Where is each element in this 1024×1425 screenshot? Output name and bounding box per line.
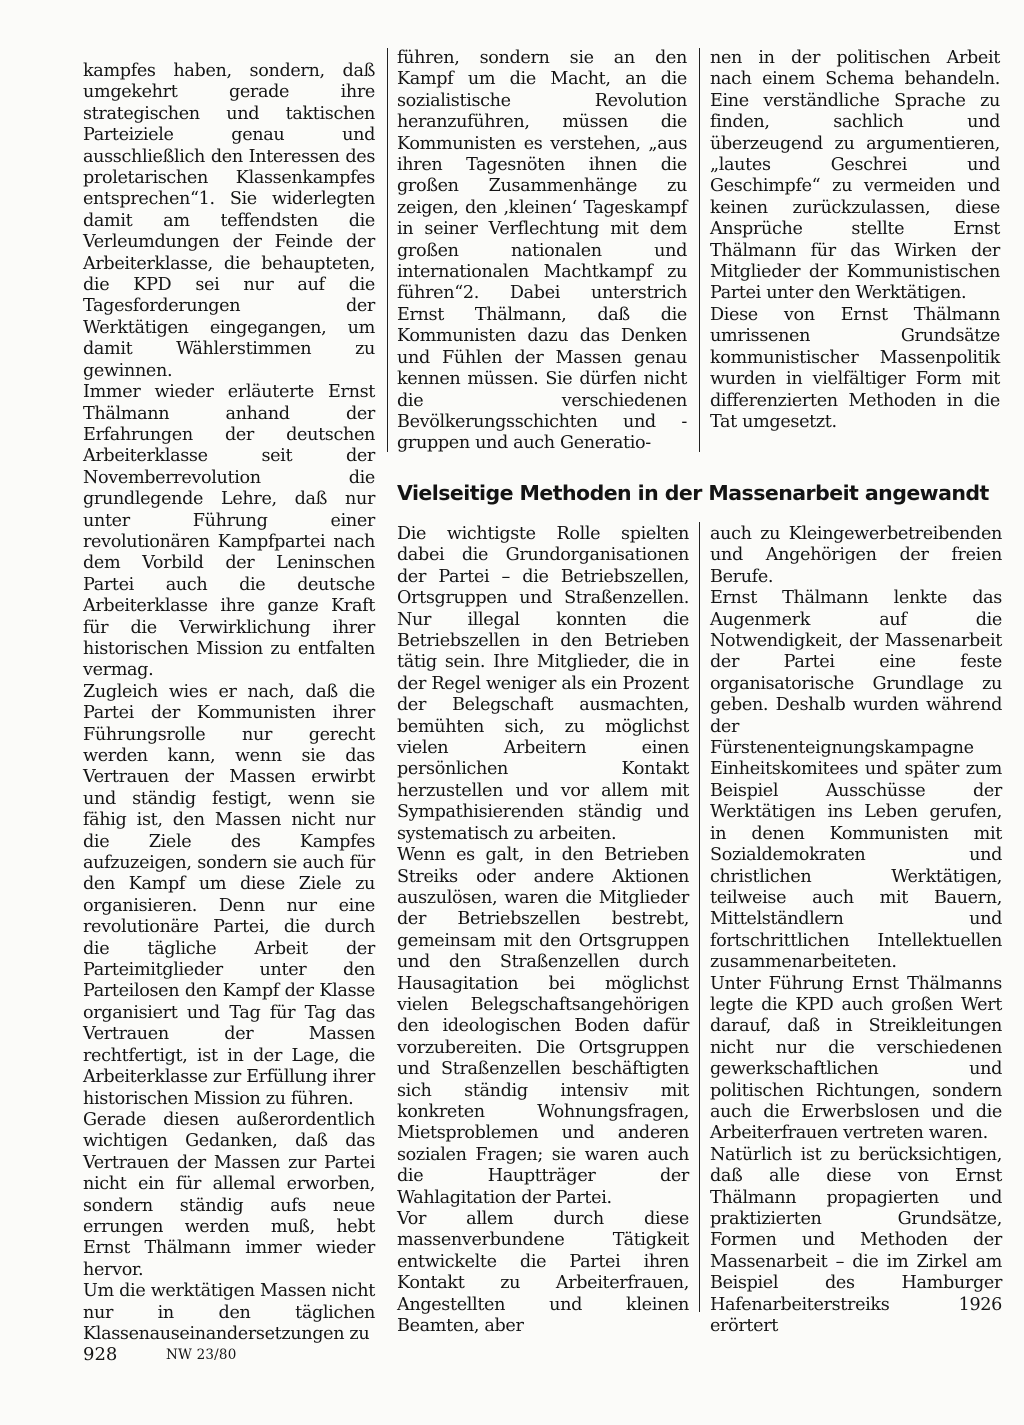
paragraph: Die wichtigste Rolle spielten dabei die Grundorganisationen der Partei – die Betriebszellen, Ortsgruppen und Straßenzellen. Nur illegal konnten die Betriebszellen in den Betrieben tätig sein. Ihre Mitglieder, die in der Regel weniger als ein Prozent der Belegschaft ausmachten, bemühten sich, zu möglichst vielen Arbeitern einen persönlichen Kontakt herzustellen und vor allem mit Sympathisierenden ständig und systematisch zu arbeiten. [397,524,689,844]
section-heading: Vielseitige Methoden in der Massenarbeit angewandt [397,481,989,505]
text-column-2 [397,48,687,455]
text-column-5 [710,524,1002,1337]
paragraph: Immer wieder erläuterte Ernst Thälmann anhand der Erfahrungen der deutschen Arbeiterklasse seit der Novemberrevolution die grundlegende Lehre, daß nur unter Führung einer revolutionären Kampfpartei nach dem Vorbild der Leninschen Partei auch die deutsche Arbeiterklasse ihre ganze Kraft für die Verwirklichung ihrer historischen Mission zu entfalten vermag. [83,382,375,681]
text-column-4 [397,524,689,1337]
paragraph: nen in der politischen Arbeit nach einem Schema behandeln. Eine verständliche Sprache zu finden, sachlich und überzeugend zu argumentieren, „lautes Geschrei und Geschimpfe“ zu vermeiden und keinen zurückzulassen, diese Ansprüche stellte Ernst Thälmann für das Wirken der Mitglieder der Kommunistischen Partei unter den Werktätigen. [710,48,1000,304]
paragraph: kampfes haben, sondern, daß umgekehrt gerade ihre strategischen und taktischen Parteiziele genau und ausschließlich den Interessen des proletarischen Klassenkampfes entsprechen“1. Sie widerlegten damit am teffendsten die Verleumdungen der Feinde der Arbeiterklasse, die behaupteten, die KPD sei nur auf die Tagesforderungen der Werktätigen eingegangen, um damit Wählerstimmen zu gewinnen. [83,61,375,381]
paragraph: Wenn es galt, in den Betrieben Streiks oder andere Aktionen auszulösen, waren die Mitglieder der Betriebszellen bestrebt, gemeinsam mit den Ortsgruppen und den Straßenzellen durch Hausagitation bei möglichst vielen Belegschaftsangehörigen den ideologischen Boden dafür vorzubereiten. Die Ortsgruppen und Straßenzellen beschäftigten sich ständig intensiv mit konkreten Wohnungsfragen, Mietsproblemen und anderen sozialen Fragen; sie waren auch die Hauptträger der Wahlagitation der Partei. [397,845,689,1208]
column-rule [387,48,388,452]
paragraph: Um die werktätigen Massen nicht nur in den täglichen Klassenauseinandersetzungen zu [83,1281,375,1344]
paragraph: Zugleich wies er nach, daß die Partei der Kommunisten ihrer Führungsrolle nur gerecht werden kann, wenn sie das Vertrauen der Massen erwirbt und ständig festigt, wenn sie fähig ist, den Massen nicht nur die Ziele des Kampfes aufzuzeigen, sondern sie auch für den Kampf um diese Ziele zu organisieren. Denn nur eine revolutionäre Partei, die durch die tägliche Arbeit der Parteimitglieder unter den Parteilosen den Kampf der Klasse organisiert und Tag für Tag das Vertrauen der Massen rechtfertigt, ist in der Lage, die Arbeiterklasse zur Erfüllung ihrer historischen Mission zu führen. [83,681,375,1109]
paragraph: Diese von Ernst Thälmann umrissenen Grundsätze kommunistischer Massenpolitik wurden in vielfältiger Form mit differenzierten Methoden in die Tat umgesetzt. [710,304,1000,432]
page-number: 928 [83,1344,118,1365]
paragraph: Ernst Thälmann lenkte das Augenmerk auf die Notwendigkeit, der Massenarbeit der Partei eine feste organisatorische Grundlage zu geben. Deshalb wurden während der Fürstenenteignungskampagne Einheitskomitees und später zum Beispiel Ausschüsse der Werktätigen ins Leben gerufen, in denen Kommunisten mit Sozialdemokraten und christlichen Werktätigen, teilweise auch mit Bauern, Mittelständlern und fortschrittlichen Intellektuellen zusammenarbeiteten. [710,588,1002,973]
text-column-3 [710,48,1000,433]
paragraph: auch zu Kleingewerbetreibenden und Angehörigen der freien Berufe. [710,524,1002,587]
paragraph: Vor allem durch diese massenverbundene Tätigkeit entwickelte die Partei ihren Kontakt zu Arbeiterfrauen, Angestellten und kleinen Beamten, aber [397,1209,689,1337]
issue-reference: NW 23/80 [166,1347,237,1363]
column-rule [699,48,700,452]
paragraph: Gerade diesen außerordentlich wichtigen Gedanken, daß das Vertrauen der Massen zur Partei nicht ein für allemal erworben, sondern ständig aufs neue errungen werden muß, hebt Ernst Thälmann immer wieder hervor. [83,1109,375,1280]
text-column-1 [83,61,375,1345]
column-rule [699,522,700,1312]
paragraph: Natürlich ist zu berücksichtigen, daß alle diese von Ernst Thälmann propagierten und praktizierten Grundsätze, Formen und Methoden der Massenarbeit – die im Zirkel am Beispiel des Hamburger Hafenarbeiterstreiks 1926 erörtert [710,1144,1002,1337]
paragraph: Unter Führung Ernst Thälmanns legte die KPD auch großen Wert darauf, daß in Streikleitungen nicht nur die verschiedenen gewerkschaftlichen und politischen Richtungen, sondern auch die Erwerbslosen und die Arbeiterfrauen vertreten waren. [710,973,1002,1144]
paragraph: führen, sondern sie an den Kampf um die Macht, an die sozialistische Revolution heranzuführen, müssen die Kommunisten es verstehen, „aus ihren Tagesnöten ihnen die großen Zusammenhänge zu zeigen, den ‚kleinen‘ Tageskampf in seiner Verflechtung mit dem großen nationalen und internationalen Machtkampf zu führen“2. Dabei unterstrich Ernst Thälmann, daß die Kommunisten dazu das Denken und Fühlen der Massen genau kennen müssen. Sie dürfen nicht die verschiedenen Bevölkerungsschichten und -gruppen und auch Generatio- [397,48,687,454]
